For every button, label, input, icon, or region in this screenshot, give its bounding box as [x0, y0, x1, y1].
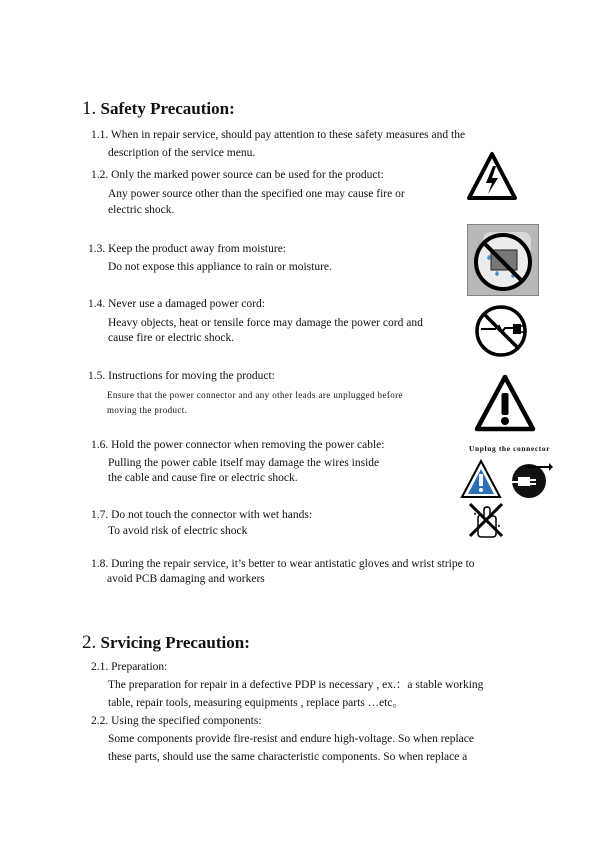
- item-2-2-line-2: these parts, should use the same characteristic components. So when replace a: [108, 751, 468, 763]
- item-1-4-line-1: Heavy objects, heat or tensile force may damage the power cord and: [108, 317, 423, 329]
- item-1-5-head: 1.5. Instructions for moving the product:: [88, 370, 275, 382]
- item-2-1-line-2: table, repair tools, measuring equipments , replace parts …etc。: [108, 697, 405, 709]
- item-1-5-line-1: Ensure that the power connector and any other leads are unplugged before: [107, 390, 403, 400]
- item-1-8-line-1: avoid PCB damaging and workers: [107, 573, 265, 585]
- unplug-connector-icon: [509, 459, 553, 499]
- section-2-title: Srvicing Precaution:: [100, 633, 250, 652]
- item-2-2-head: 2.2. Using the specified components:: [91, 715, 262, 727]
- high-voltage-warning-icon: [466, 151, 518, 201]
- section-1-title: Safety Precaution:: [100, 99, 235, 118]
- item-1-2-line-1: Any power source other than the specified one may cause fire or: [108, 188, 405, 200]
- item-1-6-head: 1.6. Hold the power connector when removing the power cable:: [91, 439, 385, 451]
- caution-icon: [474, 374, 536, 432]
- item-1-7-head: 1.7. Do not touch the connector with wet hands:: [91, 509, 313, 521]
- item-1-6-line-2: the cable and cause fire or electric shock.: [108, 472, 298, 484]
- item-1-4-line-2: cause fire or electric shock.: [108, 332, 235, 344]
- item-1-2-line-2: electric shock.: [108, 204, 175, 216]
- item-1-8-head: 1.8. During the repair service, it’s better to wear antistatic gloves and wrist stripe to: [91, 558, 475, 570]
- item-2-1-head: 2.1. Preparation:: [91, 661, 168, 673]
- no-wet-hands-icon: [466, 500, 506, 540]
- section-1-heading: [82, 98, 235, 120]
- no-damaged-cord-icon: [473, 303, 529, 359]
- item-1-7-line-1: To avoid risk of electric shock: [108, 525, 248, 537]
- item-1-3-line-1: Do not expose this appliance to rain or moisture.: [108, 261, 332, 273]
- item-1-3-head: 1.3. Keep the product away from moisture:: [88, 243, 286, 255]
- item-2-1-line-1: The preparation for repair in a defective PDP is necessary , ex.：a stable working: [108, 679, 484, 691]
- item-2-2-line-1: Some components provide fire-resist and endure high-voltage. So when replace: [108, 733, 474, 745]
- item-1-1-line-1: description of the service menu.: [108, 147, 256, 159]
- item-1-6-line-1: Pulling the power cable itself may damage the wires inside: [108, 457, 380, 469]
- item-1-5-line-2: moving the product.: [107, 405, 188, 415]
- section-2-number: 2.: [82, 632, 97, 653]
- item-1-2-head: 1.2. Only the marked power source can be used for the product:: [91, 169, 384, 181]
- item-1-4-head: 1.4. Never use a damaged power cord:: [88, 298, 265, 310]
- section-1-number: 1.: [82, 98, 97, 119]
- no-moisture-icon: [467, 224, 539, 296]
- unplug-caution-icon: [460, 459, 502, 499]
- section-2-heading: [82, 632, 250, 654]
- item-1-1-head: 1.1. When in repair service, should pay attention to these safety measures and the: [91, 129, 466, 141]
- unplug-connector-caption: Unplug the connector: [469, 444, 551, 453]
